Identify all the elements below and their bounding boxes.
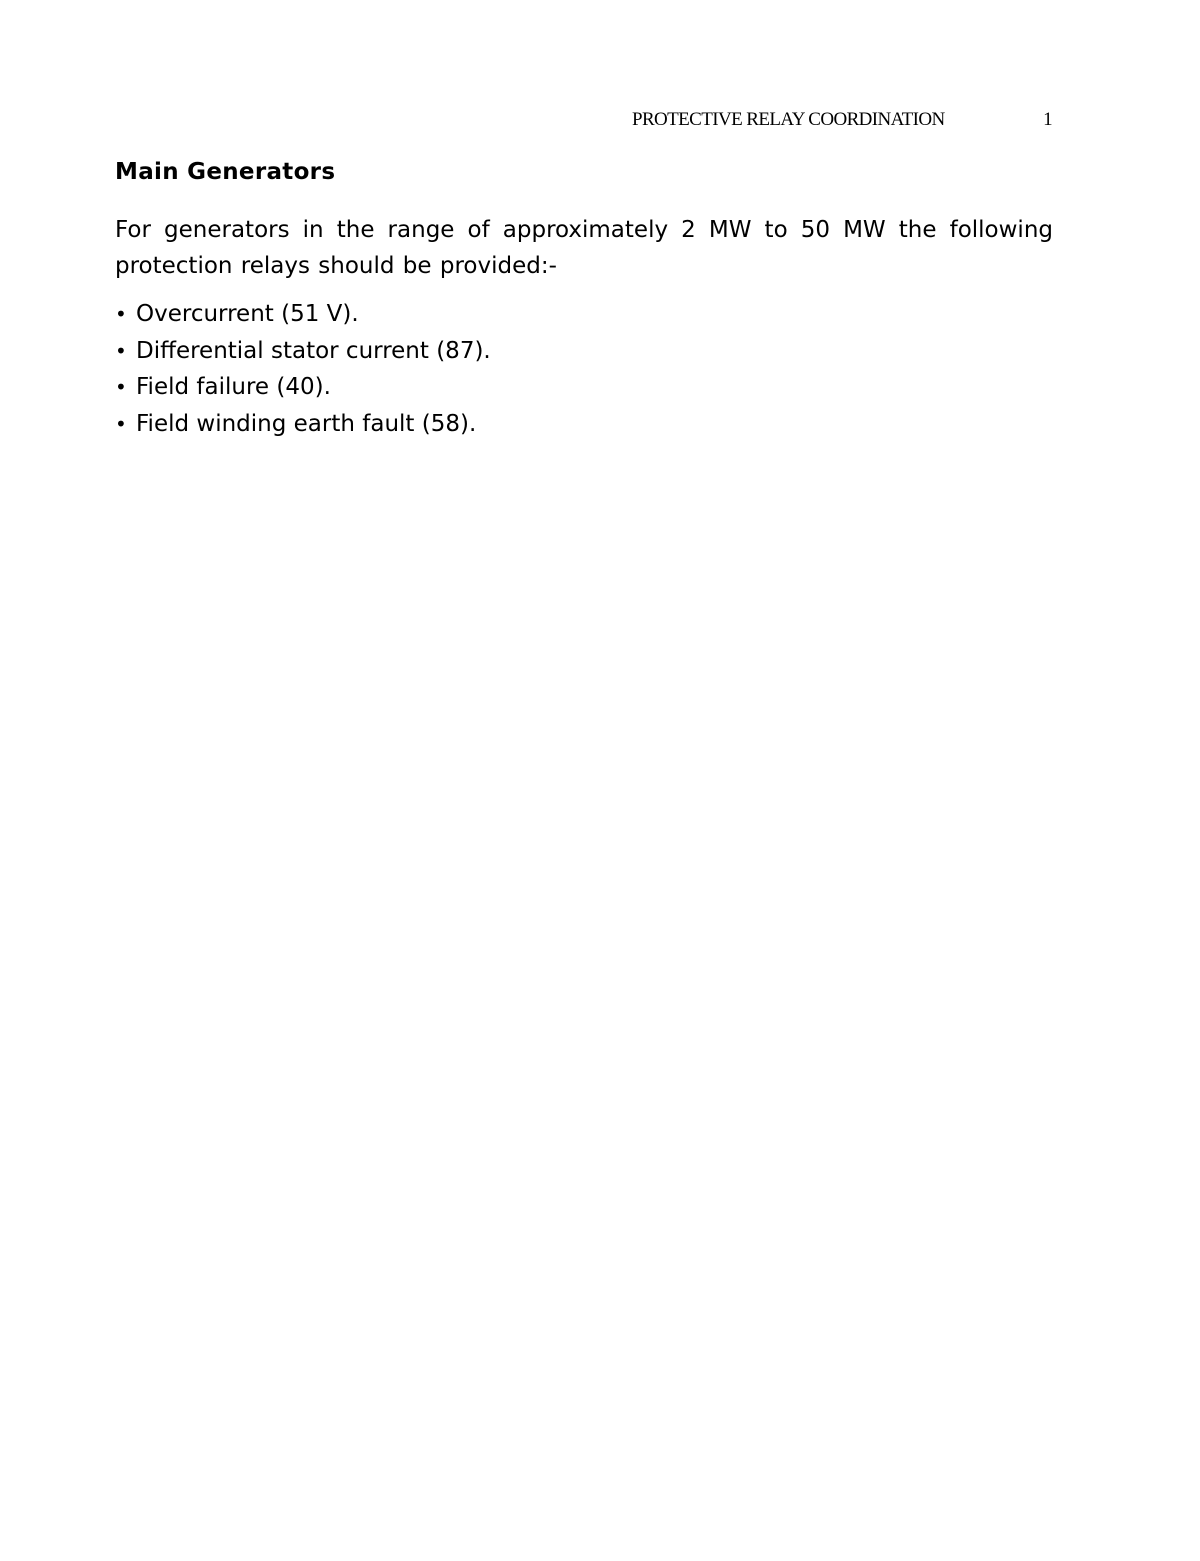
list-item-text: Field failure (40). [136, 374, 331, 400]
list-item [115, 296, 1053, 333]
section-heading: Main Generators [115, 159, 336, 185]
bullet-icon: • [115, 302, 127, 326]
section-main-generators [115, 155, 1053, 442]
intro-paragraph: For generators in the range of approximately 2 MW to 50 MW the following protection relays should be provided:- [115, 217, 1053, 279]
bullet-icon: • [115, 375, 127, 399]
page-number: 1 [1043, 109, 1052, 130]
list-item-text: Overcurrent (51 V). [136, 301, 359, 327]
list-item [115, 369, 1053, 406]
running-title: PROTECTIVE RELAY COORDINATION [632, 109, 945, 130]
bullet-icon: • [115, 411, 127, 436]
relay-list [115, 296, 1053, 442]
list-item-text: Field winding earth fault (58). [136, 410, 477, 437]
list-item [115, 333, 1053, 370]
list-item [115, 406, 1053, 443]
bullet-icon: • [115, 338, 127, 363]
list-item-text: Differential stator current (87). [136, 337, 491, 364]
